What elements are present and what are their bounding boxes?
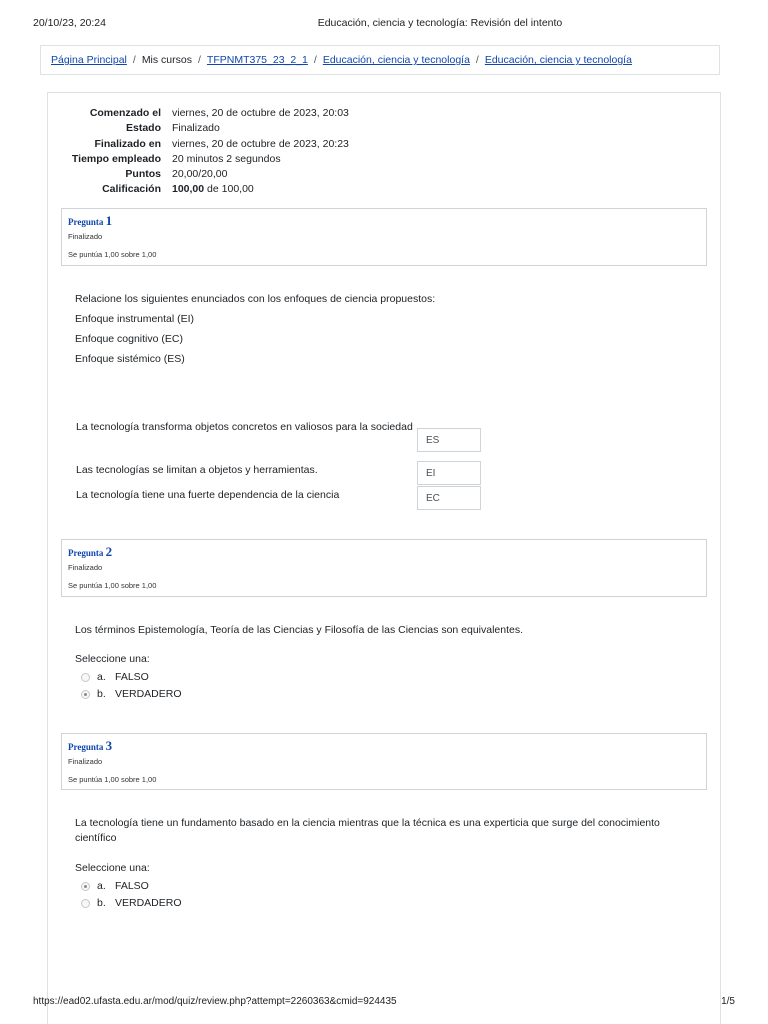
breadcrumb-course-link[interactable]: TFPNMT375_23_2_1 — [206, 54, 308, 66]
summary-value: 20 minutos 2 segundos — [172, 152, 281, 165]
radio-button-checked[interactable] — [81, 882, 90, 891]
summary-value: viernes, 20 de octubre de 2023, 20:23 — [172, 137, 349, 150]
question-text-line: Relacione los siguientes enunciados con los enfoques de ciencia propuestos: — [75, 293, 436, 305]
breadcrumb-section-link[interactable]: Educación, ciencia y tecnología — [322, 54, 470, 66]
radio-button[interactable] — [81, 673, 90, 682]
question-number-value: 3 — [105, 738, 113, 753]
answer-option-a[interactable] — [81, 879, 149, 893]
breadcrumb-separator: / — [132, 54, 136, 66]
grade-max: de 100,00 — [207, 183, 254, 196]
breadcrumb-separator: / — [313, 54, 317, 66]
breadcrumb-separator: / — [475, 54, 479, 66]
summary-value: 20,00/20,00 — [172, 168, 228, 181]
breadcrumb — [40, 45, 720, 75]
summary-label: Tiempo empleado — [71, 152, 161, 165]
option-text: FALSO — [115, 880, 149, 892]
question-number — [68, 213, 700, 228]
summary-value — [172, 183, 254, 195]
print-footer — [0, 994, 768, 1010]
question-info-3 — [61, 733, 707, 790]
option-text: FALSO — [115, 671, 149, 683]
radio-button-checked[interactable] — [81, 690, 90, 699]
question-number-value: 2 — [105, 544, 113, 559]
question-state: Finalizado — [68, 757, 103, 766]
answer-option-b[interactable] — [81, 896, 182, 910]
question-info-2 — [61, 539, 707, 597]
breadcrumb-quiz-link[interactable]: Educación, ciencia y tecnología — [484, 54, 632, 66]
print-page-number: 1/5 — [721, 996, 735, 1007]
match-answer-select[interactable]: EC — [417, 486, 481, 510]
option-letter: b. — [97, 688, 106, 700]
option-letter: a. — [97, 671, 106, 683]
select-one-label: Seleccione una: — [75, 862, 150, 874]
question-label: Pregunta — [68, 217, 104, 227]
summary-label: Puntos — [125, 168, 161, 181]
summary-label: Comenzado el — [89, 107, 161, 119]
option-text: VERDADERO — [115, 688, 182, 700]
summary-value: viernes, 20 de octubre de 2023, 20:03 — [172, 107, 349, 119]
breadcrumb-separator: / — [198, 54, 201, 66]
summary-label: Estado — [125, 122, 161, 135]
question-text — [75, 816, 675, 846]
print-header — [0, 15, 768, 31]
option-letter: a. — [97, 880, 106, 892]
question-text-line: La tecnología tiene un fundamento basado en la ciencia mientras que la técnica es una experticia que surge del conocimiento — [75, 817, 660, 829]
option-letter: b. — [97, 897, 106, 909]
question-number — [68, 738, 700, 753]
print-page-title: Educación, ciencia y tecnología: Revisión del intento — [317, 17, 563, 29]
question-text-line: Enfoque instrumental (EI) — [75, 313, 195, 325]
question-text — [75, 292, 675, 372]
question-grade: Se puntúa 1,00 sobre 1,00 — [68, 250, 157, 259]
summary-label: Finalizado en — [94, 137, 161, 150]
question-text: Los términos Epistemología, Teoría de las Ciencias y Filosofía de las Ciencias son equivalentes. — [75, 624, 524, 636]
breadcrumb-home-link[interactable]: Página Principal — [51, 54, 127, 66]
match-statement: Las tecnologías se limitan a objetos y herramientas. — [76, 464, 318, 476]
match-answer-select[interactable]: ES — [417, 428, 481, 452]
match-answer-select[interactable]: EI — [417, 461, 481, 485]
summary-label: Calificación — [102, 183, 161, 196]
question-label: Pregunta — [68, 548, 104, 558]
answer-option-b[interactable] — [81, 687, 182, 701]
question-text-line: Enfoque cognitivo (EC) — [75, 333, 183, 345]
print-timestamp: 20/10/23, 20:24 — [33, 17, 106, 29]
question-grade: Se puntúa 1,00 sobre 1,00 — [68, 775, 157, 784]
answer-option-a[interactable] — [81, 670, 149, 684]
question-text-line: Enfoque sistémico (ES) — [75, 353, 185, 365]
print-url: https://ead02.ufasta.edu.ar/mod/quiz/review.php?attempt=2260363&cmid=924435 — [33, 996, 397, 1007]
match-statement: La tecnología tiene una fuerte dependencia de la ciencia — [76, 489, 340, 501]
match-statement: La tecnología transforma objetos concretos en valiosos para la sociedad — [76, 421, 413, 433]
breadcrumb-my-courses: Mis cursos — [141, 54, 192, 66]
quiz-review-region — [47, 92, 721, 1024]
summary-value: Finalizado — [172, 122, 220, 135]
question-state: Finalizado — [68, 563, 103, 572]
question-label: Pregunta — [68, 742, 104, 752]
radio-button[interactable] — [81, 899, 90, 908]
select-one-label: Seleccione una: — [75, 653, 150, 665]
question-text-line: científico — [75, 832, 117, 844]
question-grade: Se puntúa 1,00 sobre 1,00 — [68, 581, 157, 590]
option-text: VERDADERO — [115, 897, 182, 909]
question-state: Finalizado — [68, 232, 103, 241]
question-number — [68, 544, 700, 559]
question-info-1 — [61, 208, 707, 266]
grade-value: 100,00 — [172, 183, 205, 196]
question-number-value: 1 — [105, 213, 113, 228]
